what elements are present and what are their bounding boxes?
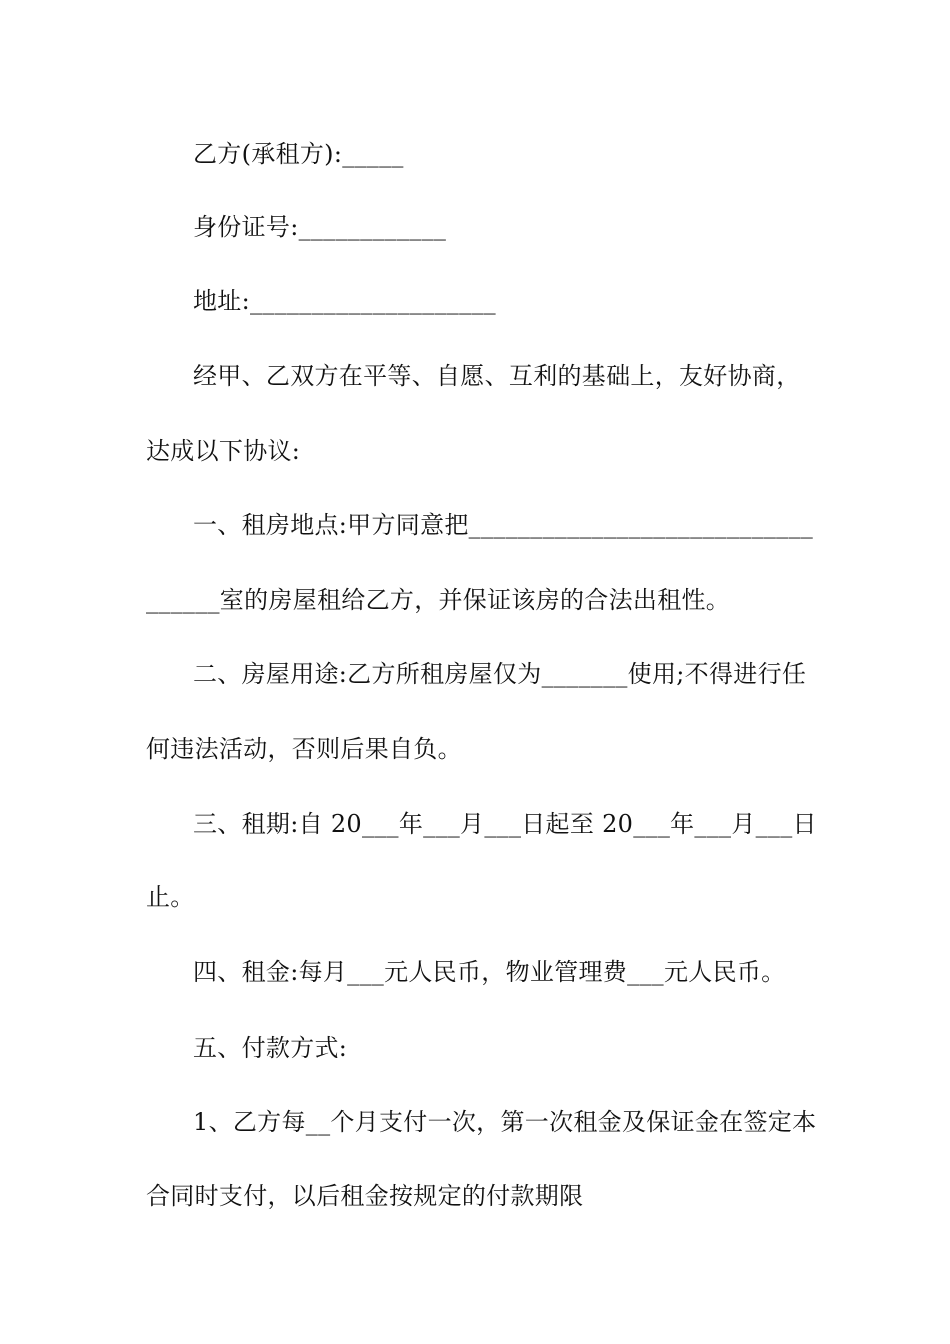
clause-4-line: 四、租金:每月___元人民币，物业管理费___元人民币。 [193,958,786,986]
clause-1-line-2: ______室的房屋租给乙方，并保证该房的合法出租性。 [146,586,731,614]
clause-3-line-2: 止。 [146,883,195,911]
tenant-address-line: 地址:____________________ [193,287,496,315]
preamble-line-2: 达成以下协议: [146,437,301,465]
clause-5-item-1-line-1: 1、乙方每__个月支付一次，第一次租金及保证金在签定本 [193,1108,817,1136]
clause-5-heading: 五、付款方式: [193,1034,348,1062]
clause-2-line-1: 二、房屋用途:乙方所租房屋仅为_______使用;不得进行任 [193,660,807,688]
clause-2-line-2: 何违法活动，否则后果自负。 [146,735,462,763]
clause-3-line-1: 三、租期:自 20___年___月___日起至 20___年___月___日 [193,810,817,838]
tenant-id-line: 身份证号:____________ [193,213,447,241]
tenant-name-line: 乙方(承租方):_____ [193,140,404,168]
clause-5-item-1-line-2: 合同时支付，以后租金按规定的付款期限 [146,1182,584,1210]
preamble-line-1: 经甲、乙双方在平等、自愿、互利的基础上，友好协商， [193,362,801,390]
clause-1-line-1: 一、租房地点:甲方同意把____________________________ [193,511,814,539]
